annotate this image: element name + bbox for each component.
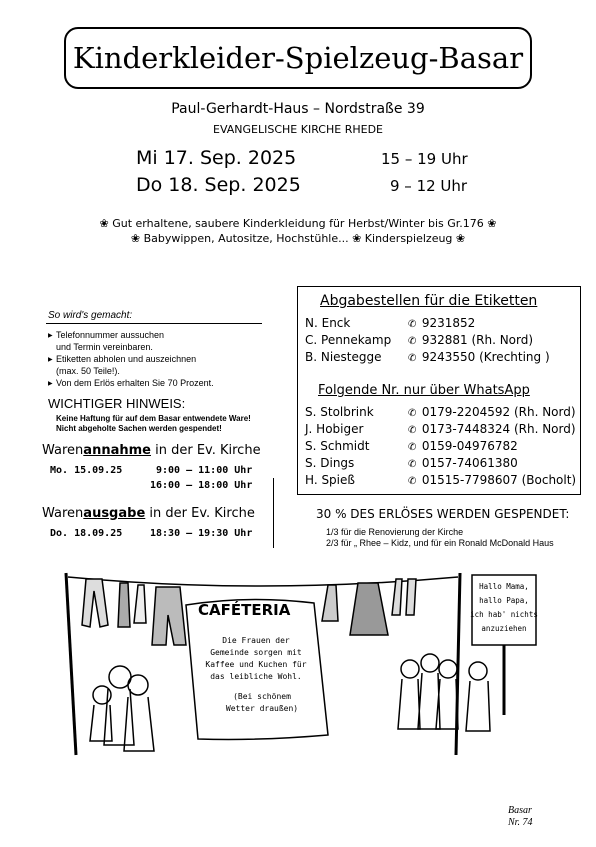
cafeteria-sign: CAFÉTERIA [198, 601, 291, 619]
date-2: Do 18. Sep. 2025 [136, 174, 301, 196]
hint-title: WICHTIGER HINWEIS: [48, 396, 186, 411]
donation-line: 2/3 für „ Rhee – Kidz, und für ein Ronald McDonald Haus [326, 538, 554, 548]
annahme-post: in der Ev. Kirche [150, 443, 261, 458]
contact-phone [408, 316, 475, 330]
hint-text [56, 414, 251, 434]
time-1: 15 – 19 Uhr [381, 150, 468, 168]
date-1: Mi 17. Sep. 2025 [136, 147, 297, 169]
annahme-title [42, 443, 261, 458]
divider [46, 323, 262, 324]
phone-number: 0173-7448324 (Rh. Nord) [421, 422, 576, 436]
annahme-bold: annahme [83, 443, 151, 458]
phone-icon: ✆ [408, 459, 417, 470]
step-item: und Termin vereinbaren. [56, 342, 153, 352]
venue: Paul-Gerhardt-Haus – Nordstraße 39 [171, 101, 425, 117]
cafe-weather: (Bei schönem [233, 692, 291, 701]
cafeteria-illustration [38, 565, 560, 765]
ausgabe-time: 18:30 – 19:30 Uhr [150, 528, 253, 539]
title-box [64, 27, 532, 89]
contact-name: S. Dings [305, 456, 355, 470]
church-name: EVANGELISCHE KIRCHE RHEDE [213, 123, 383, 136]
time-2: 9 – 12 Uhr [390, 177, 468, 195]
contact-name: B. Niestegge [305, 350, 382, 364]
speech-text: hallo Papa, [479, 596, 529, 605]
contact-phone [408, 422, 576, 436]
annahme-day: Mo. 15.09.25 [50, 465, 123, 476]
contact-name: H. Spieß [305, 473, 355, 487]
phone-icon: ✆ [408, 442, 417, 453]
contact-phone [408, 405, 576, 419]
contact-phone [408, 350, 550, 364]
contact-phone [408, 473, 576, 487]
ausgabe-post: in der Ev. Kirche [145, 506, 255, 521]
bullet-line-1: ❀ Gut erhaltene, saubere Kinderkleidung für Herbst/Winter bis Gr.176 ❀ [99, 217, 497, 230]
speech-text: anzuziehen [481, 624, 527, 633]
phone-number: 9231852 [421, 316, 476, 330]
step-item: ▶ Von dem Erlös erhalten Sie 70 Prozent. [48, 377, 214, 389]
annahme-pre: Waren [42, 443, 84, 458]
phone-number: 932881 (Rh. Nord) [421, 333, 534, 347]
contact-name: N. Enck [305, 316, 351, 330]
howto-steps [48, 329, 214, 389]
step-item: ▶ Telefonnummer aussuchen [48, 329, 214, 341]
cafe-text: das leibliche Wohl. [210, 672, 302, 681]
hint-line: Keine Haftung für auf dem Basar entwendete Ware! [56, 414, 251, 423]
contacts-title: Abgabestellen für die Etiketten [320, 293, 538, 309]
contact-name: S. Schmidt [305, 439, 370, 453]
phone-icon: ✆ [408, 353, 417, 364]
donation-line: 1/3 für die Renovierung der Kirche [326, 527, 464, 537]
phone-icon: ✆ [408, 319, 417, 330]
contact-name: S. Stolbrink [305, 405, 374, 419]
step-item: (max. 50 Teile!). [56, 366, 120, 376]
donation-title: 30 % DES ERLÖSES WERDEN GESPENDET: [316, 507, 570, 521]
phone-number: 9243550 (Krechting ) [421, 350, 550, 364]
contact-phone [408, 456, 518, 470]
contact-phone [408, 333, 533, 347]
step-item: ▶ Etiketten abholen und auszeichnen [48, 353, 214, 365]
ausgabe-day: Do. 18.09.25 [50, 528, 123, 539]
phone-number: 0159-04976782 [421, 439, 518, 453]
annahme-time: 16:00 – 18:00 Uhr [150, 480, 253, 491]
contacts-box [297, 286, 581, 495]
footer-number: Nr. 74 [508, 817, 533, 828]
phone-icon: ✆ [408, 336, 417, 347]
ausgabe-title [42, 506, 255, 521]
annahme-time: 9:00 – 11:00 Uhr [156, 465, 253, 476]
page-title: Kinderkleider-Spielzeug-Basar [72, 41, 524, 75]
cafe-weather: Wetter draußen) [225, 704, 299, 713]
contact-phone [408, 439, 518, 453]
vertical-divider [273, 478, 274, 548]
whatsapp-title: Folgende Nr. nur über WhatsApp [318, 383, 530, 398]
phone-icon: ✆ [408, 476, 417, 487]
ausgabe-bold: ausgabe [83, 506, 146, 521]
phone-icon: ✆ [408, 425, 417, 436]
phone-number: 01515-7798607 (Bocholt) [421, 473, 577, 487]
hint-line: Nicht abgeholte Sachen werden gespendet! [56, 424, 222, 433]
bullet-line-2: ❀ Babywippen, Autositze, Hochstühle... ❀ Kinderspielzeug ❀ [130, 232, 466, 245]
speech-text: Hallo Mama, [479, 582, 529, 591]
phone-icon: ✆ [408, 408, 417, 419]
ausgabe-pre: Waren [42, 506, 84, 521]
footer-basar: Basar [508, 805, 532, 816]
speech-text: ich hab' nichts [470, 610, 538, 619]
phone-number: 0179-2204592 (Rh. Nord) [421, 405, 576, 419]
phone-number: 0157-74061380 [421, 456, 518, 470]
contact-name: J. Hobiger [305, 422, 364, 436]
cafe-text: Die Frauen der [222, 636, 290, 645]
howto-title: So wird's gemacht: [48, 310, 133, 321]
cafe-text: Kaffee und Kuchen für [205, 660, 307, 669]
contact-name: C. Pennekamp [305, 333, 392, 347]
cafe-text: Gemeinde sorgen mit [210, 648, 302, 657]
